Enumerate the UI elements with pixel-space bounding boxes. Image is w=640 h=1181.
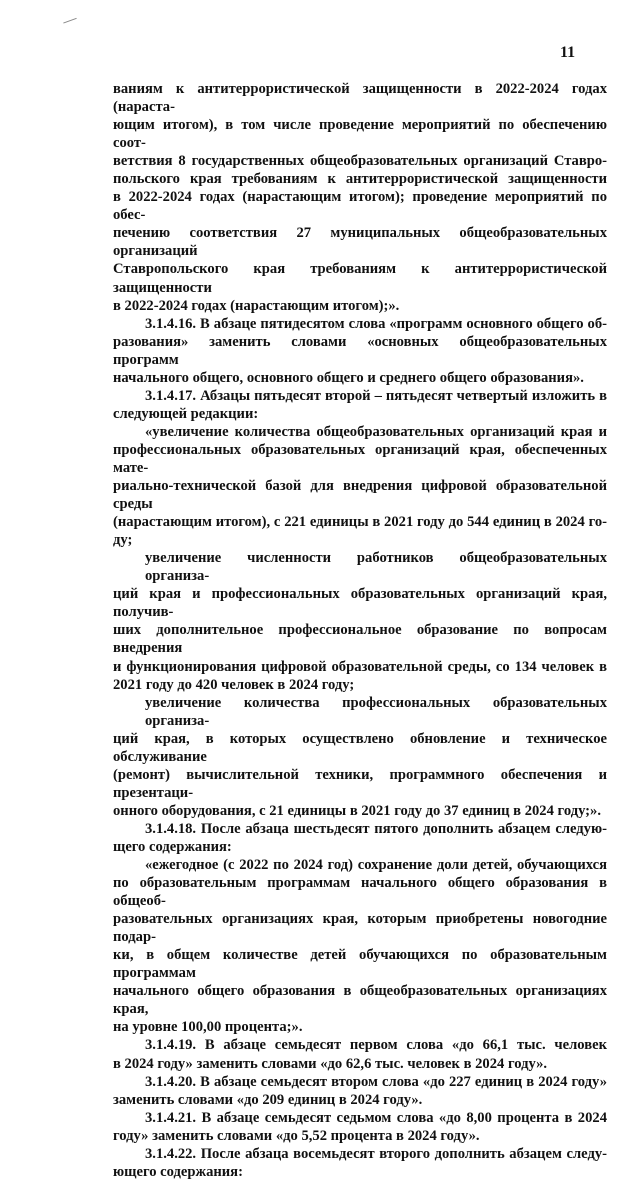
text-line: щего содержания: xyxy=(113,838,232,855)
text-line: увеличение количества профессиональных образовательных организа- xyxy=(145,694,607,729)
paragraph xyxy=(113,315,607,387)
text-line: ваниям к антитеррористической защищенности в 2022-2024 годах (нараста- xyxy=(113,81,607,116)
text-line: в 2024 году» заменить словами «до 62,6 тыс. человек в 2024 году». xyxy=(113,1055,548,1072)
paragraph xyxy=(113,1145,607,1181)
text-line: ки, в общем количестве детей обучающихся по образовательным программам xyxy=(113,947,607,982)
text-line: следующей редакции: xyxy=(113,405,259,422)
text-line: начального общего образования в общеобразовательных организациях края, xyxy=(113,983,607,1018)
text-line: 3.1.4.16. В абзаце пятидесятом слова «программ основного общего об- xyxy=(145,315,607,332)
text-line: 3.1.4.18. После абзаца шестьдесят пятого дополнить абзацем следую- xyxy=(145,820,607,837)
text-line: 2021 году до 420 человек в 2024 году; xyxy=(113,676,355,693)
text-line: (нарастающим итогом), с 221 единицы в 2021 году до 544 единиц в 2024 го- xyxy=(113,514,607,531)
text-line: ших дополнительное профессиональное образование по вопросам внедрения xyxy=(113,622,607,657)
text-line: увеличение численности работников общеобразовательных организа- xyxy=(145,550,607,585)
text-line: 3.1.4.20. В абзаце семьдесят втором слова «до 227 единиц в 2024 году» xyxy=(145,1073,607,1090)
paragraph xyxy=(113,1073,607,1109)
text-line: начального общего, основного общего и среднего общего образования». xyxy=(113,369,584,386)
paragraph xyxy=(113,694,607,820)
text-line: 3.1.4.19. В абзаце семьдесят первом слова «до 66,1 тыс. человек xyxy=(145,1037,607,1054)
text-line: риально-технической базой для внедрения цифровой образовательной среды xyxy=(113,478,607,513)
paragraph xyxy=(113,423,607,549)
text-line: (ремонт) вычислительной техники, программного обеспечения и презентаци- xyxy=(113,766,607,801)
text-line: году» заменить словами «до 5,52 процента в 2024 году». xyxy=(113,1127,480,1144)
page-number: 11 xyxy=(560,44,576,61)
text-line: на уровне 100,00 процента;». xyxy=(113,1019,303,1036)
text-line: ду; xyxy=(113,532,133,549)
text-line: ций края, в которых осуществлено обновление и техническое обслуживание xyxy=(113,730,607,765)
text-line: разовательных организациях края, которым приобретены новогодние подар- xyxy=(113,911,607,946)
paragraph xyxy=(113,820,607,856)
text-line: профессиональных образовательных организаций края, обеспеченных мате- xyxy=(113,441,607,476)
text-line: печению соответствия 27 муниципальных общеобразовательных организаций xyxy=(113,225,607,260)
text-line: Ставропольского края требованиям к антитеррористической защищенности xyxy=(113,261,607,296)
text-line: в 2022-2024 годах (нарастающим итогом);». xyxy=(113,297,400,314)
text-line: ветствия 8 государственных общеобразовательных организаций Ставро- xyxy=(113,153,607,170)
text-line: ющим итогом), в том числе проведение мероприятий по обеспечению соот- xyxy=(113,117,607,152)
text-line: и функционирования цифровой образовательной среды, со 134 человек в xyxy=(113,658,607,675)
paragraph xyxy=(113,856,607,1036)
text-line: онного оборудования, с 21 единицы в 2021 году до 37 единиц в 2024 году;». xyxy=(113,802,601,819)
paragraph xyxy=(113,80,607,315)
text-line: в 2022-2024 годах (нарастающим итогом); проведение мероприятий по обес- xyxy=(113,189,607,224)
text-line: «ежегодное (с 2022 по 2024 год) сохранение доли детей, обучающихся xyxy=(145,857,607,874)
paragraph xyxy=(113,387,607,423)
text-line: 3.1.4.17. Абзацы пятьдесят второй – пятьдесят четвертый изложить в xyxy=(145,387,607,404)
scan-speck xyxy=(63,18,79,29)
text-line: «увеличение количества общеобразовательных организаций края и xyxy=(145,423,607,440)
document-body xyxy=(113,80,607,1181)
text-line: ющего содержания: xyxy=(113,1163,243,1180)
text-line: заменить словами «до 209 единиц в 2024 году». xyxy=(113,1091,423,1108)
paragraph xyxy=(113,1036,607,1072)
text-line: по образовательным программам начального общего образования в общеоб- xyxy=(113,875,607,910)
text-line: разования» заменить словами «основных общеобразовательных программ xyxy=(113,333,607,368)
paragraph xyxy=(113,549,607,693)
text-line: польского края требованиям к антитеррористической защищенности xyxy=(113,171,607,188)
paragraph xyxy=(113,1109,607,1145)
text-line: 3.1.4.22. После абзаца восемьдесят второго дополнить абзацем следу- xyxy=(145,1145,607,1162)
text-line: ций края и профессиональных образовательных организаций края, получив- xyxy=(113,586,607,621)
text-line: 3.1.4.21. В абзаце семьдесят седьмом слова «до 8,00 процента в 2024 xyxy=(145,1109,607,1126)
